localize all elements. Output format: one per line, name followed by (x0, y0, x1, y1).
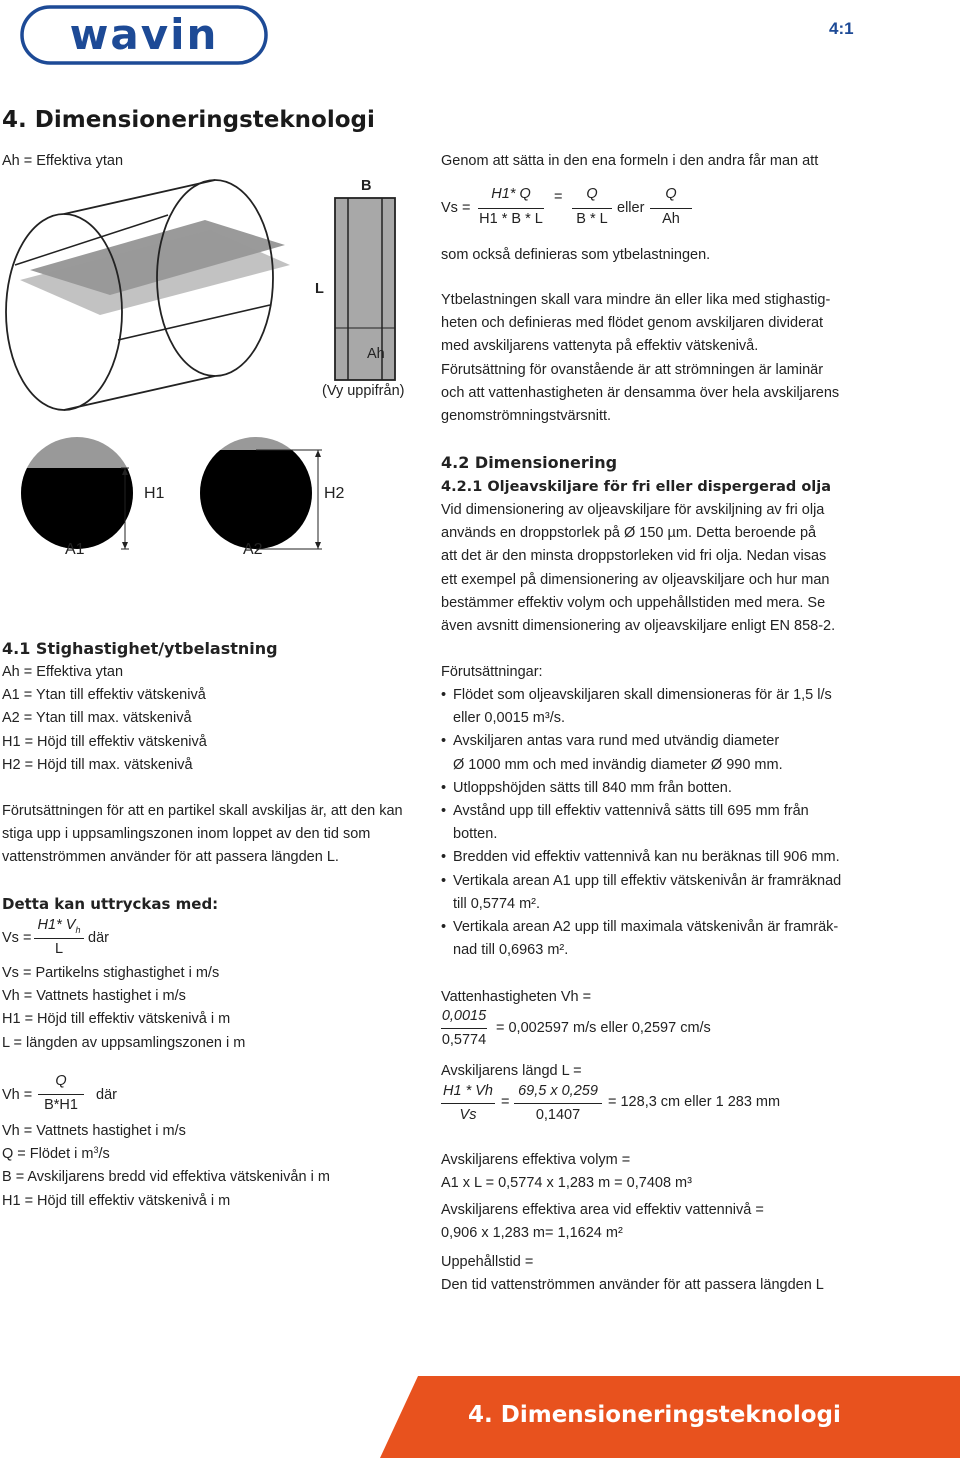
vh-calc-denominator: 0,5774 (441, 1032, 487, 1048)
l-calc-fraction-2 (514, 1083, 602, 1129)
f1-denominator: H1 * B * L (479, 211, 543, 227)
eller-text: eller (617, 200, 645, 216)
volume-value: A1 x L = 0,5774 x 1,283 m = 0,7408 m³ (441, 1175, 692, 1191)
para-line: med avskiljarens vattenyta på effektiv vätskenivå. (441, 338, 759, 355)
para-line: Förutsättning för ovanstående är att strömningen är laminär (441, 361, 824, 378)
list-item: • Utloppshöjden sätts till 840 mm från botten. (441, 777, 841, 800)
vs-def-line: Vh = Vattnets hastighet i m/s (2, 988, 186, 1005)
vs-def-line: H1 = Höjd till effektiv vätskenivå i m (2, 1011, 231, 1028)
vs-fraction (34, 917, 84, 965)
label-ah: Ah (367, 346, 385, 362)
l-calc-result: = 128,3 cm eller 1 283 mm (608, 1094, 781, 1110)
volume-label: Avskiljarens effektiva volym = (441, 1152, 631, 1168)
l-f1-denominator: Vs (459, 1107, 477, 1123)
conditions-label: Förutsättningar: (441, 664, 543, 680)
section-41-defs (2, 661, 207, 777)
vh-calc-numerator: 0,0015 (441, 1008, 487, 1024)
para-line: Ytbelastningen skall vara mindre än eller lika med stighastig- (441, 292, 831, 308)
express-heading: Detta kan uttryckas med: (2, 895, 219, 913)
def-line: Ah = Effektiva ytan (2, 664, 124, 680)
f2-denominator: B * L (576, 211, 608, 227)
label-a2: A2 (243, 541, 263, 558)
vh-def-line (2, 1143, 330, 1166)
intro-text: Genom att sätta in den ena formeln i den andra får man att (441, 153, 819, 169)
label-b: B (361, 178, 372, 194)
para-line: Förutsättningen för att en partikel skall avskiljas är, att den kan (2, 803, 403, 819)
vs-numerator: H1* V (37, 917, 76, 933)
footer-title: 4. Dimensioneringsteknologi (468, 1402, 841, 1428)
para-line: används en droppstorlek på Ø 150 µm. Detta beroende på (441, 525, 817, 542)
para-line: och att vattenhastigheten är densamma över hela avskiljarens (441, 384, 840, 401)
equals-sign: = (554, 189, 563, 205)
para-line: att det är den minsta droppstorleken vid fri olja. Nedan visas (441, 548, 827, 565)
vh-calc-label: Vattenhastigheten Vh = (441, 989, 592, 1005)
vs-prefix-right: Vs = (441, 200, 471, 216)
formula-fraction-1 (478, 186, 544, 234)
wavin-logo (20, 5, 268, 65)
label-h1: H1 (144, 485, 165, 502)
defined-text: som också definieras som ytbelastningen. (441, 247, 711, 263)
vh-def-line: Vh = Vattnets hastighet i m/s (2, 1123, 186, 1139)
section-41-heading: 4.1 Stighastighet/ytbelastning (2, 639, 278, 658)
vh-def-line: B = Avskiljarens bredd vid effektiva vätskenivån i m (2, 1169, 330, 1186)
list-item: • Avskiljaren antas vara rund med utvändig diameter Ø 1000 mm och med invändig diameter Ø 990 mm. (441, 730, 841, 776)
def-line: H2 = Höjd till max. vätskenivå (2, 756, 193, 773)
q-def-text: Q = Flödet i m (2, 1146, 94, 1163)
section-42-heading: 4.2 Dimensionering (441, 453, 618, 472)
vh-prefix: Vh = (2, 1087, 33, 1103)
vh-fraction (38, 1073, 84, 1121)
f3-numerator: Q (665, 186, 677, 202)
vs-numerator-sub: h (75, 924, 81, 935)
label-h2: H2 (324, 485, 345, 502)
conditions-list (441, 684, 841, 962)
def-line: A2 = Ytan till max. vätskenivå (2, 710, 192, 727)
list-item: • Bredden vid effektiv vattennivå kan nu beräknas till 906 mm. (441, 846, 841, 869)
list-item: • Vertikala arean A1 upp till effektiv vätskenivån är framräknad till 0,5774 m². (441, 870, 841, 916)
vh-def-line: H1 = Höjd till effektiv vätskenivå i m (2, 1192, 231, 1209)
para-line: stiga upp i uppsamlingszonen inom loppet av den tid som (2, 826, 371, 843)
formula-fraction-3 (650, 186, 692, 234)
vs-denominator: L (54, 941, 64, 957)
list-item: • Avstånd upp till effektiv vattennivå sätts till 695 mm från botten. (441, 800, 841, 846)
vs-def-line: L = längden av uppsamlingszonen i m (2, 1034, 246, 1051)
l-f2-denominator: 0,1407 (535, 1107, 581, 1123)
f1-numerator: H1* Q (491, 186, 531, 202)
label-a1: A1 (65, 541, 85, 558)
para-line: Vid dimensionering av oljeavskiljare för avskiljning av fri olja (441, 502, 825, 518)
l-f1-numerator: H1 * Vh (443, 1083, 493, 1099)
vh-calc-result: = 0,002597 m/s eller 0,2597 cm/s (496, 1020, 711, 1036)
vh-denominator: B*H1 (44, 1097, 78, 1113)
para-line: heten och definieras med flödet genom avskiljaren dividerat (441, 315, 824, 332)
vh-defs (2, 1120, 330, 1213)
l-equals: = (501, 1094, 510, 1110)
time-value: Den tid vattenströmmen använder för att passera längden L (441, 1277, 824, 1293)
q-unit-tail: /s (98, 1146, 110, 1163)
para-line: genomströmningstvärsnitt. (441, 408, 612, 425)
vh-dar: där (96, 1087, 117, 1103)
formula-fraction-2 (572, 186, 612, 234)
q-unit-sup: 3 (93, 1145, 99, 1156)
vs-prefix: Vs = (2, 930, 32, 946)
ytbelastning-paragraph (441, 289, 839, 428)
f2-numerator: Q (586, 186, 598, 202)
svg-text:wavin: wavin (69, 10, 219, 59)
section-41-paragraph (2, 800, 403, 870)
list-item: • Vertikala arean A2 upp till maximala vätskenivån är framräk- nad till 0,6963 m². (441, 916, 841, 962)
vh-numerator: Q (55, 1073, 67, 1089)
section-421-heading: 4.2.1 Oljeavskiljare för fri eller dispergerad olja (441, 479, 832, 495)
label-view: (Vy uppifrån) (322, 383, 405, 399)
time-label: Uppehållstid = (441, 1254, 534, 1270)
para-line: även avsnitt dimensionering av oljeavskiljare enligt EN 858-2. (441, 618, 836, 635)
l-calc-fraction-1 (441, 1083, 495, 1129)
para-line: ett exempel på dimensionering av oljeavskiljare och hur man (441, 571, 830, 588)
l-calc-label: Avskiljarens längd L = (441, 1063, 582, 1079)
para-line: bestämmer effektiv volym och uppehållstiden med mera. Se (441, 594, 826, 611)
vs-defs (2, 962, 245, 1055)
vs-def-line: Vs = Partikelns stighastighet i m/s (2, 965, 220, 981)
l-f2-numerator: 69,5 x 0,259 (518, 1083, 598, 1099)
area-value: 0,906 x 1,283 m= 1,1624 m² (441, 1225, 623, 1241)
chapter-title: 4. Dimensioneringsteknologi (2, 107, 375, 133)
vh-calc-fraction (441, 1008, 487, 1054)
list-item: • Flödet som oljeavskiljaren skall dimensioneras för är 1,5 l/s eller 0,0015 m³/s. (441, 684, 841, 730)
f3-denominator: Ah (662, 211, 680, 227)
ah-legend: Ah = Effektiva ytan (2, 153, 124, 169)
section-42-paragraph (441, 499, 835, 638)
def-line: H1 = Höjd till effektiv vätskenivå (2, 733, 207, 750)
vs-dar: där (88, 930, 109, 946)
label-l: L (315, 281, 324, 297)
circle-levels-diagram (0, 420, 380, 580)
page-number: 4:1 (829, 19, 854, 38)
def-line: A1 = Ytan till effektiv vätskenivå (2, 687, 206, 704)
area-label: Avskiljarens effektiva area vid effektiv vattennivå = (441, 1202, 764, 1218)
para-line: vattenströmmen använder för att passera längden L. (2, 849, 339, 866)
